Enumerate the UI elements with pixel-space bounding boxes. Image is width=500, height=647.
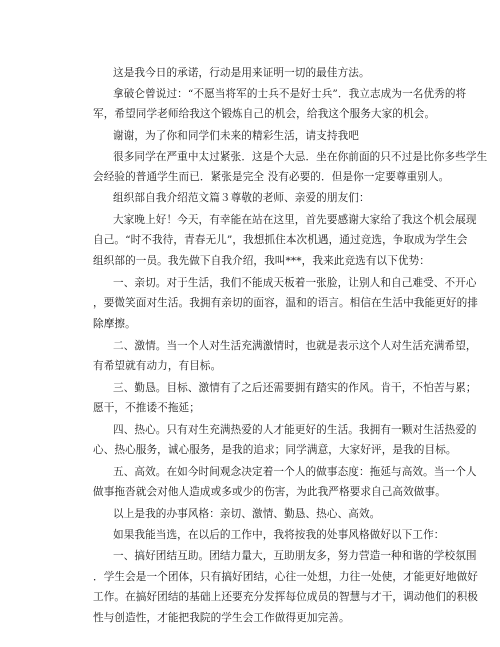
paragraph-line: 拿破仑曾说过：“不愿当将军的士兵不是好士兵”．我立志成为一名优秀的将 (113, 88, 467, 100)
paragraph-line: 这是我今日的承诺，行动是用来证明一切的最佳方法。 (113, 67, 370, 79)
paragraph-line: 工作。在搞好团结的基础上还要充分发挥每位成员的智慧与才干，调动他们的积极 (93, 591, 478, 603)
paragraph-line: 愿干，不推诿不拖延； (93, 402, 200, 414)
paragraph-line: 一、搞好团结互助。团结力量大，互助朋友多，努力营造一种和谐的学校氛围 (113, 550, 477, 562)
section-heading: 组织部自我介绍范文篇３尊敬的老师、亲爱的朋友们： (113, 192, 370, 204)
paragraph-line: 以上是我的办事风格：亲切、激情、勤恳、热心、高效。 (113, 508, 381, 520)
paragraph-line: 一、亲切。对于生活，我们不能成天板着一张脸，让别人和自己难受、不开心 (113, 277, 477, 289)
paragraph-line: 心、热心服务，诚心服务，是我的追求；同学满意，大家好评，是我的目标。 (93, 444, 457, 456)
paragraph-line: ．学生会是一个团体，只有搞好团结，心往一处想，力往一处使，才能更好地做好 (93, 571, 478, 583)
paragraph-line: 很多同学在严重中太过紧张．这是个大忌．坐在你前面的只不过是比你多些学生 (113, 151, 488, 163)
paragraph-line: 性与创造性，才能把我院的学生会工作做得更加完善。 (93, 612, 350, 624)
paragraph-line: 做事拖沓就会对他人造成或多或少的伤害，为此我严格要求自己高效做事。 (93, 486, 446, 498)
paragraph-line: 军，希望同学老师给我这个锻炼自己的机会，给我这个服务大家的机会。 (93, 108, 436, 120)
paragraph-line: 谢谢，为了你和同学们未来的精彩生活，请支持我吧 (113, 130, 359, 142)
paragraph-line: 自己。“时不我待，青春无儿”，我想抓住本次机遇，通过竞选，争取成为学生会 (93, 234, 468, 246)
paragraph-line: 五、高效。在如今时间观念决定着一个人的做事态度：拖延与高效。当一个人 (113, 466, 477, 478)
paragraph-line: 如果我能当选，在以后的工作中，我将按我的处事风格做好以下工作： (113, 529, 445, 541)
paragraph-line: 大家晚上好！今天，有幸能在站在这里，首先要感谢大家给了我这个机会展现 (113, 214, 477, 226)
paragraph-line: 四、热心。只有对生充满热爱的人才能更好的生活。我拥有一颗对生活热爱的 (113, 424, 477, 436)
paragraph-line: 除摩擦。 (93, 318, 136, 330)
paragraph-line: ，要微笑面对生活。我拥有亲切的面容，温和的语言。相信在生活中我能更好的排 (93, 297, 478, 309)
paragraph-line: 会经验的普通学生而已．紧张是完全 没有必要的．但是你一定要尊重别人。 (93, 171, 450, 183)
paragraph-line: 二、激情。当一个人对生活充满激情时，也就是表示这个人对生活充满希望， (113, 340, 477, 352)
paragraph-line: 有希望就有动力，有目标。 (93, 360, 222, 372)
paragraph-line: 三、勤恳。目标、激情有了之后还需要拥有踏实的作风。肯干，不怕苦与累； (113, 382, 477, 394)
paragraph-line: 组织部的一员。我先做下自我介绍，我叫***，我来此竞选有以下优势： (93, 255, 431, 267)
